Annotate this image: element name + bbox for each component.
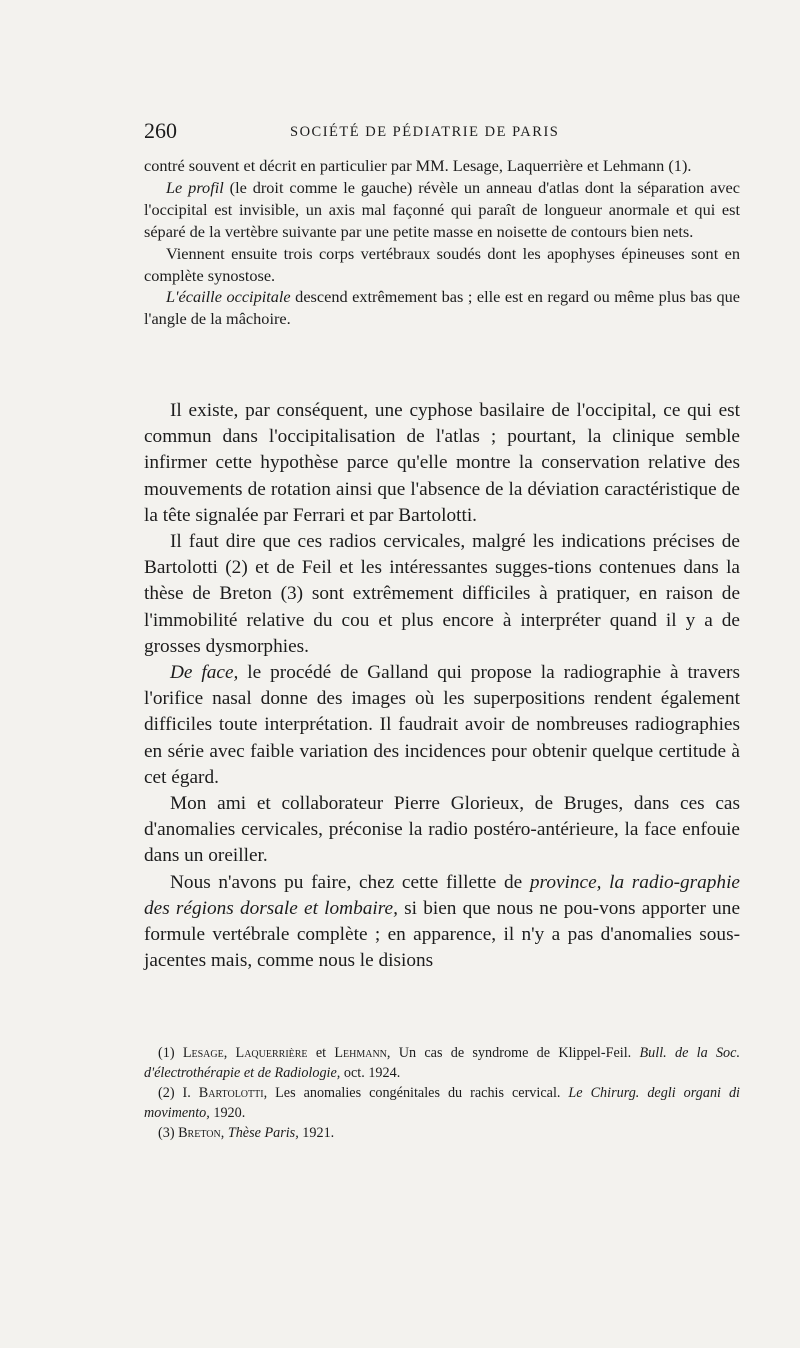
paragraph: Nous n'avons pu faire, chez cette fillette de province, la radio-graphie des régions dorsale et lombaire, si bien que nous ne pou-vons apporter une formule vertébrale complète ; en apparence, il n'y a pas d'anomalies sous-jacentes mais, comme nous le disions <box>144 871 740 972</box>
paragraph: Le profil (le droit comme le gauche) révèle un anneau d'atlas dont la séparation avec l'occipital est invisible, un axis mal façonné qui paraît de longueur anormale et qui est séparé de la vertèbre suivante par une petite masse en noisette de contours bien nets. <box>144 177 740 241</box>
paragraph: De face, le procédé de Galland qui propose la radiographie à travers l'orifice nasal donne des images où les superpositions rendent également difficiles toute interprétation. Il faudrait avoir de nombreuses radiographies en série avec faible variation des incidences pour obtenir quelque certitude à cet égard. <box>144 662 740 788</box>
page-header <box>144 118 744 148</box>
paragraph: Mon ami et collaborateur Pierre Glorieux, de Bruges, dans ces cas d'anomalies cervicales, préconise la radio postéro-antérieure, la face enfouie dans un oreiller. <box>144 793 740 867</box>
small-text-block <box>144 155 740 330</box>
footnote: (1) Lesage, Laquerrière et Lehmann, Un cas de syndrome de Klippel-Feil. Bull. de la Soc. d'électrothérapie et de Radiologie, oct. 1924. <box>144 1045 740 1081</box>
running-head: SOCIÉTÉ DE PÉDIATRIE DE PARIS <box>290 124 560 140</box>
paragraph: Viennent ensuite trois corps vertébraux soudés dont les apophyses épineuses sont en complète synostose. <box>144 243 740 285</box>
main-text-block <box>144 398 740 974</box>
paragraph: Il existe, par conséquent, une cyphose basilaire de l'occipital, ce qui est commun dans l'occipitalisation de l'atlas ; pourtant, la clinique semble infirmer cette hypothèse parce qu'elle montre la conservation relative des mouvements de rotation ainsi que l'absence de la déviation caractéristique de la tête signalée par Ferrari et par Bartolotti. <box>144 400 740 526</box>
footnote: (3) Breton, Thèse Paris, 1921. <box>158 1125 335 1141</box>
page-number: 260 <box>144 118 177 143</box>
footnotes <box>144 1043 740 1143</box>
footnote: (2) I. Bartolotti, Les anomalies congénitales du rachis cervical. Le Chirurg. degli organi di movimento, 1920. <box>144 1085 741 1121</box>
paragraph: L'écaille occipitale descend extrêmement bas ; elle est en regard ou même plus bas que l'angle de la mâchoire. <box>144 287 740 329</box>
paragraph: contré souvent et décrit en particulier par MM. Lesage, Laquerrière et Lehmann (1). <box>144 156 692 175</box>
paragraph: Il faut dire que ces radios cervicales, malgré les indications précises de Bartolotti (2) et de Feil et les intéressantes sugges-tions contenues dans la thèse de Breton (3) sont extrêmement difficiles à pratiquer, en raison de l'immobilité relative du cou et plus encore à interpréter quand il y a de grosses dysmorphies. <box>144 531 740 657</box>
